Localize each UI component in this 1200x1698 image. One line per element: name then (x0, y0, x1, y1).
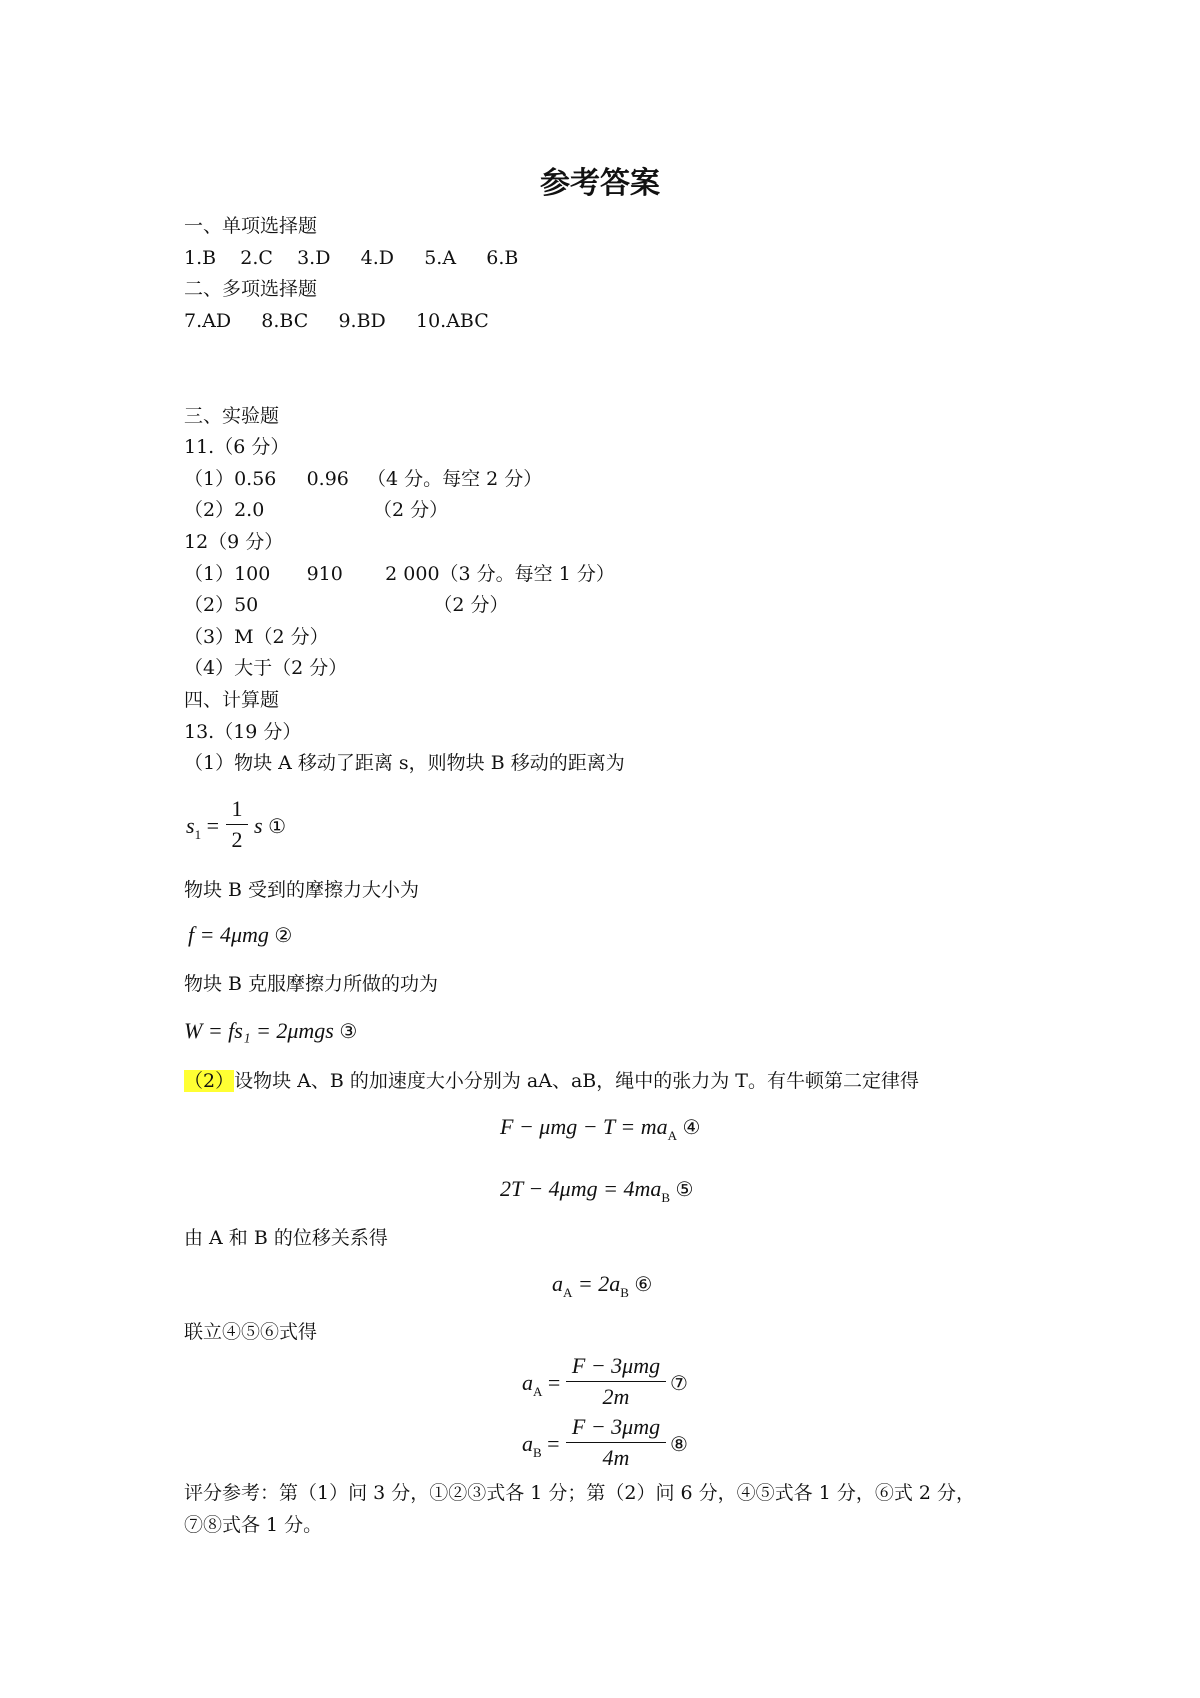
answer-line: （2）2.0 （2 分） (184, 499, 449, 521)
text-line (184, 1069, 919, 1093)
eq5-marker: ⑤ (675, 1177, 694, 1201)
eq7-lhs-sub: A (533, 1384, 543, 1399)
eq1-sub: 1 (194, 827, 202, 842)
scoring-note: 评分参考：第（1）问 3 分，①②③式各 1 分；第（2）问 6 分，④⑤式各 1 分，⑥式 2 分， (184, 1482, 976, 1504)
eq1-lhs: s (186, 813, 195, 838)
eq1-fraction (226, 796, 248, 853)
eq8-lhs: a (522, 1431, 533, 1456)
eq8-lhs-sub: B (533, 1445, 542, 1460)
eq8-marker: ⑧ (670, 1432, 688, 1456)
eq3-marker: ③ (339, 1019, 358, 1043)
section-heading: 一、单项选择题 (184, 215, 318, 237)
fraction-bar (226, 824, 248, 825)
answer-line: （1）0.56 0.96 （4 分。每空 2 分） (184, 468, 543, 490)
eq1-marker: ① (268, 814, 286, 838)
eq1-tail-var: s (254, 813, 263, 838)
text-line: 联立④⑤⑥式得 (184, 1321, 318, 1343)
eq7-marker: ⑦ (670, 1371, 688, 1395)
answer-line: （2）50 （2 分） (184, 594, 509, 616)
eq1-tail (254, 813, 286, 839)
section-heading: 二、多项选择题 (184, 278, 318, 300)
equation-1: $s_1$ = (186, 813, 219, 842)
eq7-denominator: 2m (602, 1384, 630, 1409)
section-heading: 四、计算题 (184, 689, 280, 711)
eq6-a: a (552, 1271, 563, 1296)
text-line: 由 A 和 B 的位移关系得 (184, 1227, 388, 1249)
eq5-sub: B (661, 1190, 671, 1205)
fraction-bar (566, 1442, 666, 1443)
answer-line: （1）100 910 2 000（3 分。每空 1 分） (184, 563, 615, 585)
answers-line: 7.AD 8.BC 9.BD 10.ABC (184, 310, 489, 332)
eq3-expr: W = fs₁ = 2μmgs (184, 1018, 334, 1043)
answer-line: （3）M（2 分） (184, 626, 329, 648)
eq7-marker-wrap (670, 1370, 688, 1396)
question-heading: 13.（19 分） (184, 721, 302, 743)
eq6-marker: ⑥ (634, 1272, 653, 1296)
equation-3 (184, 1018, 357, 1044)
eq8-marker-wrap (670, 1431, 688, 1457)
eq4-marker: ④ (682, 1115, 701, 1139)
section-heading: 三、实验题 (184, 405, 280, 427)
eq1-denominator: 2 (231, 827, 243, 852)
eq8-numerator: F − 3μmg (571, 1414, 661, 1439)
eq7-fraction (566, 1353, 666, 1410)
fraction-bar (566, 1381, 666, 1382)
answers-line: 1.B 2.C 3.D 4.D 5.A 6.B (184, 247, 519, 269)
eq6-b-sub: B (620, 1285, 629, 1300)
question-heading: 12（9 分） (184, 531, 284, 553)
equation-7-lhs: $a_A$ = (522, 1370, 561, 1399)
highlighted-part-label: （2） (184, 1070, 235, 1092)
equation-4 (500, 1114, 700, 1149)
question-heading: 11.（6 分） (184, 436, 290, 458)
eq2-marker: ② (274, 923, 293, 947)
eq5-expr: 2T − 4μmg = 4ma (500, 1176, 662, 1201)
scoring-note: ⑦⑧式各 1 分。 (184, 1514, 323, 1536)
eq4-sub: A (667, 1128, 678, 1143)
eq4-expr: F − μmg − T = ma (500, 1114, 668, 1139)
text-line: 物块 B 克服摩擦力所做的功为 (184, 973, 439, 995)
equation-8-lhs: $a_B$ = (522, 1431, 560, 1460)
page-title: 参考答案 (540, 166, 660, 201)
answer-line: （1）物块 A 移动了距离 s，则物块 B 移动的距离为 (184, 752, 625, 774)
eq6-mid: = 2a (572, 1271, 621, 1296)
equation-5 (500, 1176, 693, 1211)
q13-2-text: 设物块 A、B 的加速度大小分别为 aA、aB，绳中的张力为 T。有牛顿第二定律得 (234, 1070, 919, 1092)
answer-line: （4）大于（2 分） (184, 657, 348, 679)
eq7-lhs: a (522, 1370, 533, 1395)
equation-2 (188, 922, 292, 948)
eq8-fraction (566, 1414, 666, 1471)
equation-6 (552, 1271, 652, 1306)
eq2-expr: f = 4μmg (188, 922, 269, 947)
eq6-a-sub: A (563, 1285, 573, 1300)
eq7-numerator: F − 3μmg (571, 1353, 661, 1378)
eq1-numerator: 1 (231, 796, 243, 821)
eq8-denominator: 4m (602, 1445, 630, 1470)
text-line: 物块 B 受到的摩擦力大小为 (184, 879, 420, 901)
